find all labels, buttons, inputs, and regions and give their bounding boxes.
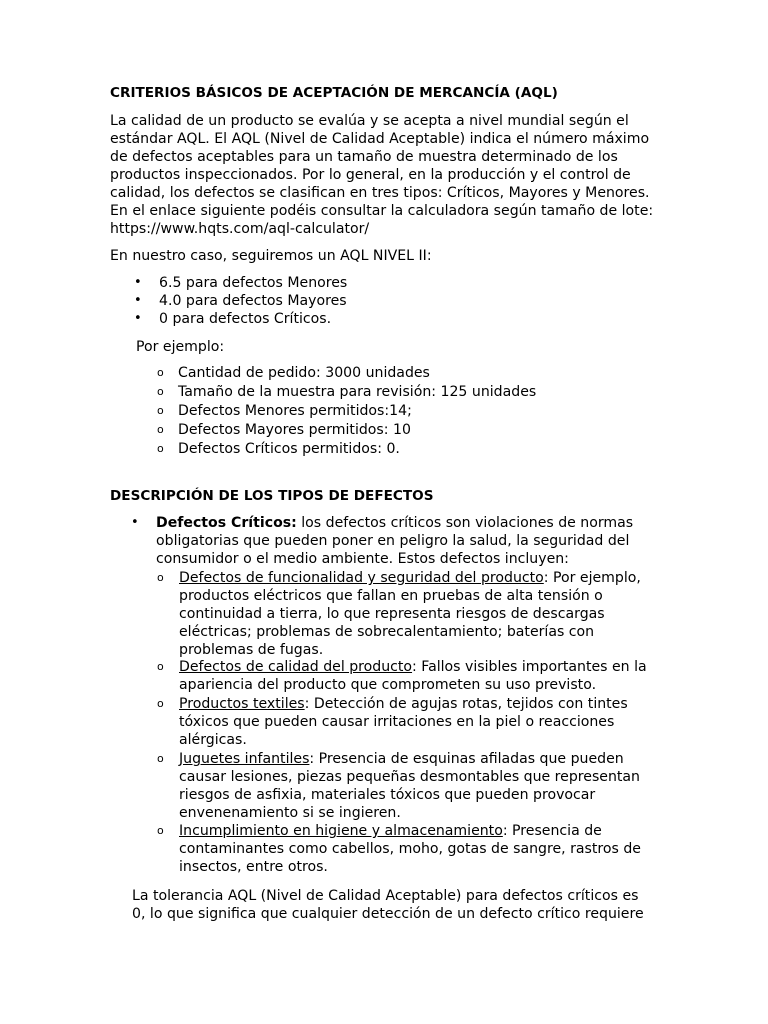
circle-bullet-icon: o — [157, 824, 164, 837]
intro-line: calidad, los defectos se clasifican en tres tipos: Críticos, Mayores y Menores. — [110, 185, 650, 201]
example-label: Por ejemplo: — [136, 339, 225, 355]
bullet-icon: • — [134, 293, 142, 308]
closing-paragraph: La tolerancia AQL (Nivel de Calidad Aceptable) para defectos críticos es 0, lo que significa que cualquier detección de un defecto crítico requiere — [132, 888, 644, 922]
intro-line: estándar AQL. El AQL (Nivel de Calidad Aceptable) indica el número máximo — [110, 131, 650, 147]
intro-line: de defectos aceptables para un tamaño de muestra determinado de los — [110, 149, 618, 165]
circle-bullet-icon: o — [157, 404, 164, 417]
circle-bullet-icon: o — [157, 660, 164, 673]
circle-bullet-icon: o — [157, 571, 164, 584]
intro-line: La calidad de un producto se evalúa y se acepta a nivel mundial según el — [110, 113, 629, 129]
heading-defect-types: DESCRIPCIÓN DE LOS TIPOS DE DEFECTOS — [110, 488, 434, 504]
heading-aql-criteria: CRITERIOS BÁSICOS DE ACEPTACIÓN DE MERCANCÍA (AQL) — [110, 85, 558, 101]
bullet-icon: • — [131, 515, 139, 530]
circle-bullet-icon: o — [157, 385, 164, 398]
bullet-icon: • — [134, 275, 142, 290]
case-paragraph: En nuestro caso, seguiremos un AQL NIVEL II: — [110, 248, 432, 264]
aql-calculator-link[interactable]: https://www.hqts.com/aql-calculator/ — [110, 221, 370, 237]
circle-bullet-icon: o — [157, 752, 164, 765]
circle-bullet-icon: o — [157, 366, 164, 379]
circle-bullet-icon: o — [157, 442, 164, 455]
intro-paragraph — [110, 112, 670, 238]
intro-line: En el enlace siguiente podéis consultar la calculadora según tamaño de lote: — [110, 203, 654, 219]
critical-defects-title: Defectos Críticos: — [156, 515, 297, 531]
bullet-icon: • — [134, 311, 142, 326]
circle-bullet-icon: o — [157, 697, 164, 710]
document-page: CRITERIOS BÁSICOS DE ACEPTACIÓN DE MERCANCÍA (AQL) La calidad de un producto se evalúa y se acepta a nivel mundial según el estándar AQL. El AQL (Nivel de Calidad Aceptable) indica el número máximo de defectos aceptables para un tamaño de muestra determinado de los productos inspeccionados. Por lo general, en la producción y el control de calidad, los defectos se clasifican en tres tipos: Críticos, Mayores y Menores. En el enlace siguiente podéis consultar la calculadora según tamaño de lote: https://www.hqts.com/aql-calculator/ En nuestro caso, seguiremos un AQL NIVEL II: • 6.5 para defectos Menores • 4.0 para defectos Mayores • 0 para defectos Críticos. Por ejemplo: o Cantidad de pedido: 3000 unidades o Tamaño de la muestra para revisión: 125 unidades o Defectos Menores permitidos:14; o Defectos Mayores permitidos: 10 o Defectos Críticos permitidos: 0. DESCRIPCIÓN DE LOS TIPOS DE DEFECTOS • Defectos Críticos: los defectos críticos son violaciones de normas obligatorias que pueden poner en peligro la salud, la seguridad del consumidor o el medio ambiente. Estos defectos incluyen: o Defectos de funcionalidad y seguridad del producto: Por ejemplo, productos eléctricos que fallan en pruebas de alta tensión o continuidad a tierra, lo que representa riesgos de descargas eléctricas; problemas de sobrecalentamiento; baterías con problemas de fugas. o Defectos de calidad del producto: Fallos visibles importantes en la apariencia del producto que comprometen su uso previsto. o Productos textiles: Detección de agujas rotas, tejidos con tintes tóxicos que pueden causar irritaciones en la piel o reacciones alérgicas. o Juguetes infantiles: Presencia de esquinas afiladas que pueden causar lesiones, piezas pequeñas desmontables que representan riesgos de asfixia, materiales tóxicos que pueden provocar envenenamiento si se ingieren. o Incumplimiento en higiene y almacenamiento: Presencia de contaminantes como cabellos, moho, gotas de sangre, rastros de insectos, entre otros. La tolerancia AQL (Nivel de Calidad Aceptable) para defectos críticos es 0, lo que significa que cualquier detección de un defecto crítico requiere — [0, 0, 768, 1024]
intro-line: productos inspeccionados. Por lo general, en la producción y el control de — [110, 167, 631, 183]
circle-bullet-icon: o — [157, 423, 164, 436]
